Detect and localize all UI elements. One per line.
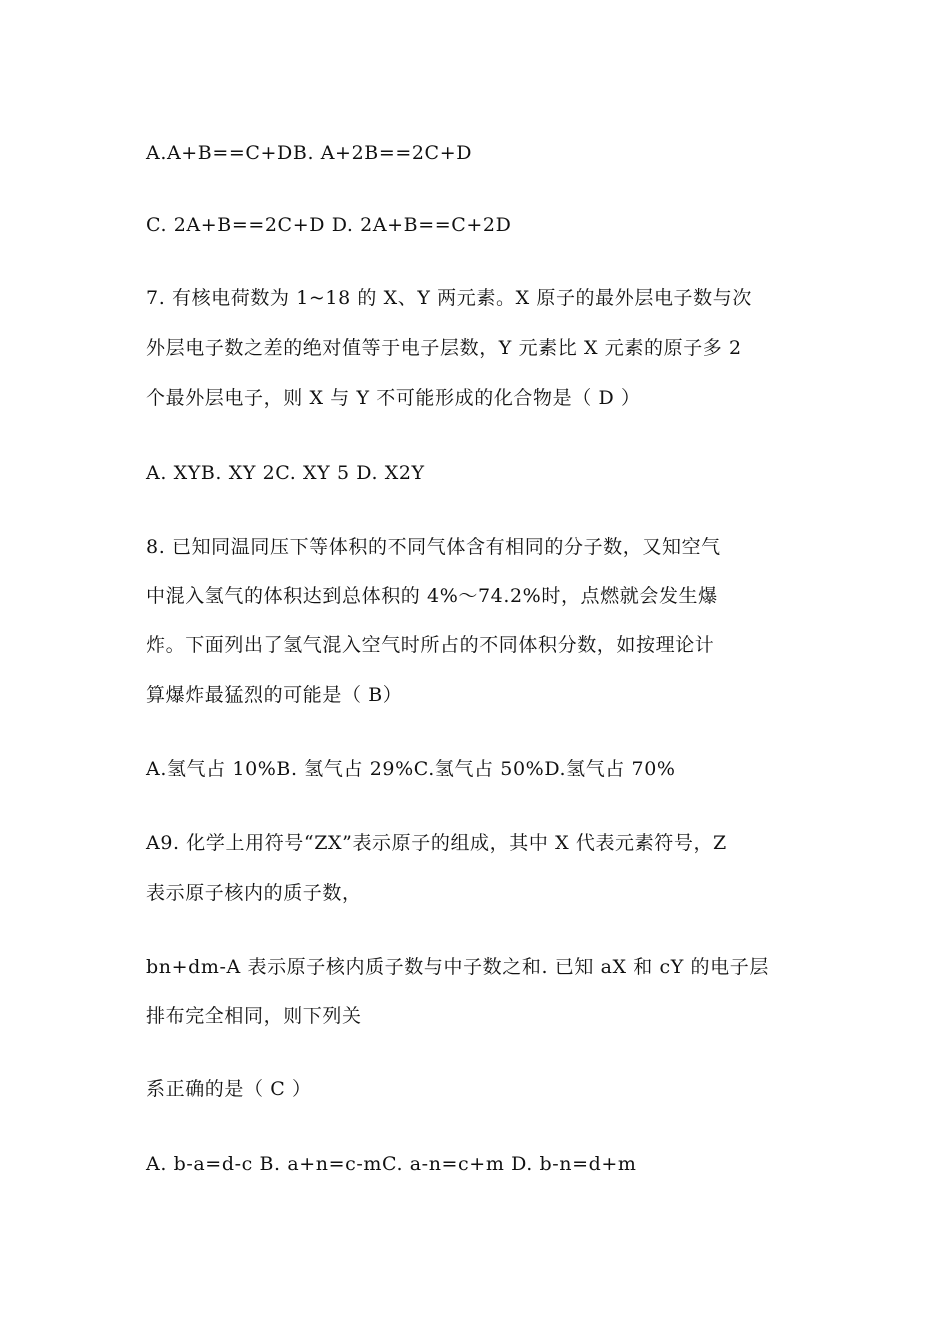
q8-stem-line-1: 8. 已知同温同压下等体积的不同气体含有相同的分子数，又知空气 [146, 536, 721, 558]
q7-stem-line-1: 7. 有核电荷数为 1~18 的 X、Y 两元素。X 原子的最外层电子数与次 [146, 287, 752, 309]
q7-stem-line-2: 外层电子数之差的绝对值等于电子层数，Y 元素比 X 元素的原子多 2 [146, 337, 742, 359]
q6-options-cd: C. 2A+B==2C+D D. 2A+B==C+2D [146, 214, 512, 236]
q8-stem-line-2: 中混入氢气的体积达到总体积的 4%～74.2%时，点燃就会发生爆 [146, 585, 718, 607]
q9-stem-line-2: 表示原子核内的质子数， [146, 882, 362, 904]
q7-options: A. XYB. XY 2C. XY 5 D. X2Y [146, 462, 425, 484]
q8-options: A.氢气占 10%B. 氢气占 29%C.氢气占 50%D.氢气占 70% [146, 758, 676, 780]
q9-stem-line-1: A9. 化学上用符号“ZX”表示原子的组成，其中 X 代表元素符号，Z [146, 832, 727, 854]
q6-options-ab: A.A+B==C+DB. A+2B==2C+D [146, 142, 473, 164]
q9-stem-line-4: 排布完全相同，则下列关 [146, 1005, 362, 1027]
q9-stem-line-3: bn+dm-A 表示原子核内质子数与中子数之和. 已知 aX 和 cY 的电子层 [146, 956, 769, 978]
q9-stem-line-5: 系正确的是（ C ） [146, 1078, 312, 1100]
q7-stem-line-3: 个最外层电子，则 X 与 Y 不可能形成的化合物是（ D ） [146, 387, 641, 409]
q9-options: A. b-a=d-c B. a+n=c-mC. a-n=c+m D. b-n=d+m [146, 1153, 637, 1175]
q8-stem-line-4: 算爆炸最猛烈的可能是（ B） [146, 684, 403, 706]
q8-stem-line-3: 炸。下面列出了氢气混入空气时所占的不同体积分数，如按理论计 [146, 634, 715, 656]
